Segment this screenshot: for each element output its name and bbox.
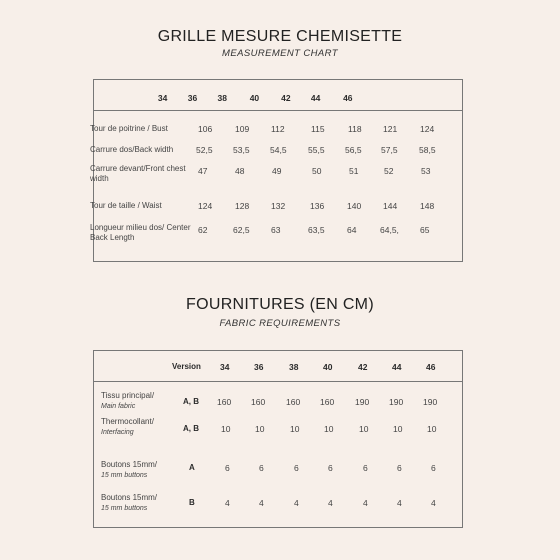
- row-value: 63: [271, 225, 281, 235]
- size-header: 44: [310, 92, 321, 103]
- row-value: 62: [198, 225, 208, 235]
- table-row: [101, 460, 463, 484]
- row-label: [101, 391, 176, 412]
- row-value: 128: [235, 201, 250, 211]
- row-value: 136: [310, 201, 325, 211]
- row-label: [101, 417, 176, 438]
- row-value: 4: [259, 498, 264, 508]
- row-version: A, B: [183, 397, 199, 406]
- size-header: 38: [217, 92, 227, 103]
- row-value: 62,5: [233, 225, 250, 235]
- row-value: 48: [235, 166, 245, 176]
- row-value: 10: [324, 424, 334, 434]
- row-version: B: [189, 498, 195, 507]
- row-value: 160: [286, 397, 301, 407]
- row-value: 54,5: [270, 145, 287, 155]
- row-value: 106: [198, 124, 213, 134]
- row-value: 124: [198, 201, 213, 211]
- row-value: 47: [198, 166, 208, 176]
- row-value: 4: [328, 498, 333, 508]
- row-value: 6: [225, 463, 230, 473]
- row-value: 6: [397, 463, 402, 473]
- row-value: 6: [328, 463, 333, 473]
- row-value: 109: [235, 124, 250, 134]
- row-value: 6: [363, 463, 368, 473]
- row-label-translation: Main fabric: [101, 403, 136, 410]
- row-value: 10: [427, 424, 437, 434]
- row-value: 50: [312, 166, 322, 176]
- row-value: 160: [217, 397, 232, 407]
- size-header: 38: [289, 362, 299, 372]
- row-value: 6: [259, 463, 264, 473]
- row-value: 10: [221, 424, 231, 434]
- row-value: 190: [355, 397, 370, 407]
- row-value: 4: [397, 498, 402, 508]
- row-value: 115: [311, 124, 325, 134]
- table-row: [90, 123, 460, 137]
- measurement-subtitle: MEASUREMENT CHART: [222, 48, 338, 59]
- fabric-title: FOURNITURES (EN CM): [186, 296, 374, 313]
- row-label: [101, 460, 176, 481]
- row-value: 58,5: [419, 145, 436, 155]
- table-row: [90, 144, 460, 158]
- row-value: 6: [431, 463, 436, 473]
- row-label: Carrure devant/Front chest width: [90, 164, 186, 183]
- fabric-subtitle: FABRIC REQUIREMENTS: [219, 318, 341, 329]
- size-header: 36: [254, 362, 264, 372]
- row-value: 4: [431, 498, 436, 508]
- row-version: A: [189, 463, 195, 472]
- table-row: [101, 417, 463, 441]
- table-row: [90, 164, 460, 188]
- measurement-divider: [93, 110, 463, 111]
- row-value: 140: [347, 201, 362, 211]
- row-value: 124: [420, 124, 435, 134]
- size-header: 36: [187, 92, 198, 103]
- size-header: 40: [249, 92, 260, 103]
- row-value: 4: [225, 498, 230, 508]
- row-value: 64,5,: [380, 225, 399, 235]
- row-label-translation: Interfacing: [101, 429, 134, 436]
- measurement-table-box: [90, 79, 463, 262]
- row-value: 65: [420, 225, 430, 235]
- fabric-table-box: [93, 350, 463, 528]
- row-value: 56,5: [345, 145, 362, 155]
- row-label-main: Boutons 15mm/: [101, 493, 158, 502]
- row-value: 190: [389, 397, 404, 407]
- row-value: 49: [272, 166, 282, 176]
- row-value: 52,5: [196, 145, 213, 155]
- fabric-divider: [93, 381, 463, 382]
- row-value: 118: [348, 124, 362, 134]
- table-row: [90, 200, 460, 214]
- row-label: Tour de poitrine / Bust: [90, 124, 168, 133]
- measurement-title: GRILLE MESURE CHEMISETTE: [157, 28, 403, 45]
- row-version: A, B: [183, 424, 199, 433]
- row-value: 63,5: [308, 225, 325, 235]
- row-value: 53,5: [233, 145, 250, 155]
- row-label-main: Thermocollant/: [101, 417, 154, 426]
- row-value: 160: [320, 397, 335, 407]
- row-value: 10: [359, 424, 369, 434]
- size-header: 34: [220, 362, 230, 372]
- row-value: 4: [363, 498, 368, 508]
- table-row: [101, 493, 463, 517]
- size-header: 42: [281, 92, 291, 103]
- row-label-translation: 15 mm buttons: [101, 505, 148, 512]
- size-header: 34: [157, 92, 168, 103]
- row-value: 148: [420, 201, 435, 211]
- row-value: 121: [383, 124, 398, 134]
- fabric-header-row: [90, 362, 460, 376]
- row-label-main: Boutons 15mm/: [101, 460, 158, 469]
- row-value: 144: [383, 201, 398, 211]
- row-value: 55,5: [308, 145, 325, 155]
- version-header: Version: [172, 362, 201, 371]
- row-value: 132: [271, 201, 286, 211]
- row-label: Tour de taille / Waist: [90, 201, 162, 210]
- size-header: 40: [323, 362, 333, 372]
- row-value: 10: [393, 424, 403, 434]
- row-value: 6: [294, 463, 299, 473]
- size-header: 46: [343, 92, 353, 103]
- row-value: 52: [384, 166, 394, 176]
- row-label-main: Tissu principal/: [101, 391, 155, 400]
- row-label-translation: 15 mm buttons: [101, 472, 148, 479]
- row-value: 10: [255, 424, 265, 434]
- row-value: 51: [349, 166, 359, 176]
- row-value: 10: [290, 424, 300, 434]
- row-value: 4: [294, 498, 299, 508]
- size-header: 44: [392, 362, 402, 372]
- size-header: 46: [426, 362, 436, 372]
- row-label: [101, 493, 176, 514]
- row-value: 112: [271, 124, 285, 134]
- row-label: Longueur milieu dos/ Center Back Length: [90, 223, 191, 242]
- row-value: 64: [347, 225, 357, 235]
- table-row: [101, 391, 463, 415]
- row-value: 53: [421, 166, 431, 176]
- row-value: 57,5: [381, 145, 398, 155]
- row-value: 160: [251, 397, 266, 407]
- row-label: Carrure dos/Back width: [90, 145, 174, 154]
- size-header: 42: [358, 362, 368, 372]
- table-row: [90, 223, 460, 247]
- row-value: 190: [423, 397, 438, 407]
